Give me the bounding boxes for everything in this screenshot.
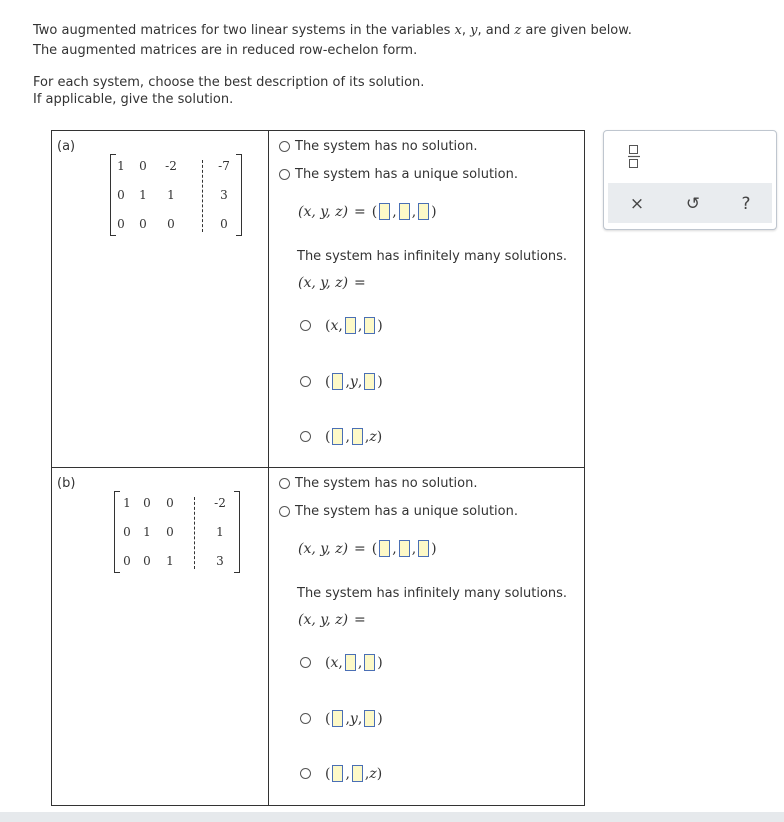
fraction-icon[interactable] bbox=[627, 143, 641, 169]
answer-box-y[interactable] bbox=[399, 203, 410, 220]
answer-box[interactable] bbox=[364, 710, 375, 727]
matrix-cell: -2 bbox=[214, 496, 226, 510]
part-b-options-cell bbox=[269, 468, 585, 806]
part-b-label: (b) bbox=[57, 476, 76, 491]
part-b-infinite-solutions-label: The system has infinitely many solutions. bbox=[297, 586, 568, 601]
matrix-cell: 1 bbox=[143, 525, 151, 539]
answer-box[interactable] bbox=[332, 428, 343, 445]
part-a-param-option-z[interactable]: ( , , z ) bbox=[300, 428, 382, 445]
part-a-infinite-solutions-label: The system has infinitely many solutions. bbox=[297, 249, 568, 264]
matrix-cell: 1 bbox=[167, 188, 175, 202]
math-toolbox bbox=[603, 130, 777, 230]
part-a-unique-solution-option[interactable]: The system has a unique solution. bbox=[279, 167, 518, 182]
problem-table bbox=[51, 130, 585, 806]
part-b-infinite-lhs: (x, y, z) = bbox=[298, 612, 366, 628]
matrix-cell: -2 bbox=[165, 159, 177, 173]
radio-button[interactable] bbox=[300, 768, 311, 779]
part-a-unique-solution-entry: (x, y, z) = ( , , ) bbox=[298, 203, 437, 220]
answer-box[interactable] bbox=[352, 765, 363, 782]
answer-box-x[interactable] bbox=[379, 203, 390, 220]
part-a-options-cell bbox=[269, 131, 585, 468]
toolbox-actions bbox=[608, 183, 772, 223]
answer-box[interactable] bbox=[364, 373, 375, 390]
matrix-cell: 1 bbox=[139, 188, 147, 202]
matrix-cell: 1 bbox=[117, 159, 125, 173]
answer-box-y[interactable] bbox=[399, 540, 410, 557]
part-b-param-option-y[interactable]: ( , y , ) bbox=[300, 710, 383, 727]
part-b-param-option-z[interactable]: ( , , z ) bbox=[300, 765, 382, 782]
radio-button[interactable] bbox=[300, 431, 311, 442]
answer-box[interactable] bbox=[364, 654, 375, 671]
intro-line-2: The augmented matrices are in reduced row-echelon form. bbox=[33, 43, 418, 58]
part-a-param-option-x[interactable]: ( x , , ) bbox=[300, 317, 383, 334]
radio-button[interactable] bbox=[300, 657, 311, 668]
radio-button[interactable] bbox=[300, 320, 311, 331]
part-a-no-solution-option[interactable]: The system has no solution. bbox=[279, 139, 478, 154]
matrix-cell: 0 bbox=[220, 217, 228, 231]
part-b-unique-solution-entry: (x, y, z) = ( , , ) bbox=[298, 540, 437, 557]
undo-button[interactable]: ↺ bbox=[685, 194, 701, 214]
answer-box[interactable] bbox=[332, 373, 343, 390]
part-b-unique-solution-option[interactable]: The system has a unique solution. bbox=[279, 504, 518, 519]
matrix-cell: 0 bbox=[143, 496, 151, 510]
part-a-augmented-matrix bbox=[110, 154, 242, 236]
radio-button[interactable] bbox=[300, 713, 311, 724]
radio-button[interactable] bbox=[279, 478, 290, 489]
answer-box[interactable] bbox=[332, 710, 343, 727]
part-b-param-option-x[interactable]: ( x , , ) bbox=[300, 654, 383, 671]
answer-box-x[interactable] bbox=[379, 540, 390, 557]
part-a-label: (a) bbox=[57, 139, 76, 154]
bottom-bar bbox=[0, 812, 784, 822]
matrix-cell: 0 bbox=[139, 159, 147, 173]
answer-box[interactable] bbox=[345, 654, 356, 671]
answer-box[interactable] bbox=[352, 428, 363, 445]
matrix-cell: 0 bbox=[139, 217, 147, 231]
radio-button[interactable] bbox=[300, 376, 311, 387]
part-a-param-option-y[interactable]: ( , y , ) bbox=[300, 373, 383, 390]
matrix-cell: 0 bbox=[166, 496, 174, 510]
matrix-cell: 0 bbox=[143, 554, 151, 568]
matrix-cell: 3 bbox=[220, 188, 228, 202]
matrix-cell: 0 bbox=[166, 525, 174, 539]
intro-line-3: For each system, choose the best description of its solution. bbox=[33, 75, 425, 90]
radio-button[interactable] bbox=[279, 169, 290, 180]
matrix-cell: 0 bbox=[117, 217, 125, 231]
answer-box-z[interactable] bbox=[418, 203, 429, 220]
matrix-cell: 3 bbox=[216, 554, 224, 568]
part-a-infinite-lhs: (x, y, z) = bbox=[298, 275, 366, 291]
radio-button[interactable] bbox=[279, 506, 290, 517]
answer-box[interactable] bbox=[332, 765, 343, 782]
matrix-cell: 0 bbox=[123, 525, 131, 539]
part-b-no-solution-option[interactable]: The system has no solution. bbox=[279, 476, 478, 491]
help-button[interactable]: ? bbox=[741, 194, 751, 214]
matrix-cell: 1 bbox=[123, 496, 131, 510]
augment-separator bbox=[202, 160, 203, 232]
part-a-matrix-cell bbox=[52, 131, 269, 468]
answer-box-z[interactable] bbox=[418, 540, 429, 557]
matrix-cell: 0 bbox=[123, 554, 131, 568]
intro-line-4: If applicable, give the solution. bbox=[33, 92, 234, 107]
answer-box[interactable] bbox=[345, 317, 356, 334]
clear-button[interactable]: × bbox=[629, 194, 645, 214]
radio-button[interactable] bbox=[279, 141, 290, 152]
intro-line-1: Two augmented matrices for two linear systems in the variables x, y, and z are given below. bbox=[33, 23, 632, 38]
part-b-matrix-cell bbox=[52, 468, 269, 806]
augment-separator bbox=[194, 497, 195, 569]
matrix-cell: 0 bbox=[167, 217, 175, 231]
matrix-cell: -7 bbox=[218, 159, 230, 173]
matrix-cell: 1 bbox=[216, 525, 224, 539]
matrix-cell: 0 bbox=[117, 188, 125, 202]
part-b-augmented-matrix bbox=[114, 491, 240, 573]
answer-box[interactable] bbox=[364, 317, 375, 334]
matrix-cell: 1 bbox=[166, 554, 174, 568]
